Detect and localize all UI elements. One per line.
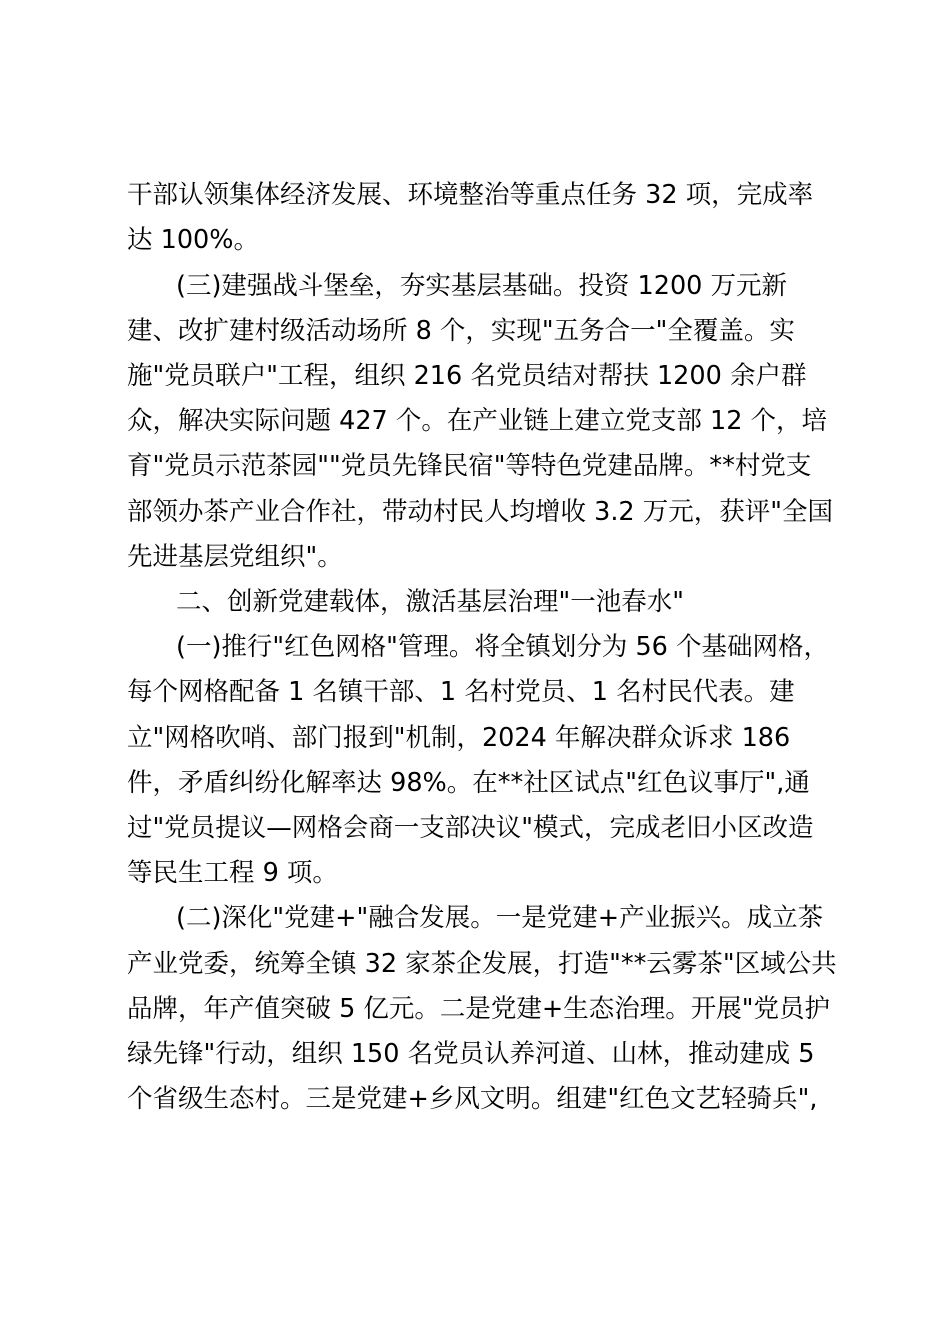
text-line: 众，解决实际问题 427 个。在产业链上建立党支部 12 个，培: [127, 406, 828, 436]
text-line: 部领办茶产业合作社，带动村民人均增收 3.2 万元，获评"全国: [127, 497, 833, 527]
text-line: 等民生工程 9 项。: [127, 858, 338, 888]
text-line: 育"党员示范茶园""党员先锋民宿"等特色党建品牌。**村党支: [127, 451, 812, 481]
text-line: 每个网格配备 1 名镇干部、1 名村党员、1 名村民代表。建: [127, 677, 795, 707]
text-line: 件，矛盾纠纷化解率达 98%。在**社区试点"红色议事厅",通: [127, 768, 810, 798]
section-heading: 二、创新党建载体，激活基层治理"一池春水": [176, 587, 684, 617]
text-line: 建、改扩建村级活动场所 8 个，实现"五务合一"全覆盖。实: [127, 316, 795, 346]
text-line: 施"党员联户"工程，组织 216 名党员结对帮扶 1200 余户群: [127, 361, 807, 391]
paragraph-start: (三)建强战斗堡垒，夯实基层基础。投资 1200 万元新: [176, 271, 788, 301]
text-line: 品牌，年产值突破 5 亿元。二是党建+生态治理。开展"党员护: [127, 994, 831, 1024]
paragraph-start: (一)推行"红色网格"管理。将全镇划分为 56 个基础网格，: [176, 632, 830, 662]
text-line: 立"网格吹哨、部门报到"机制，2024 年解决群众诉求 186: [127, 723, 791, 753]
text-line: 先进基层党组织"。: [127, 542, 343, 572]
text-line: 过"党员提议—网格会商一支部决议"模式，完成老旧小区改造: [127, 813, 814, 843]
text-line: 干部认领集体经济发展、环境整治等重点任务 32 项，完成率: [127, 180, 814, 210]
text-line: 绿先锋"行动，组织 150 名党员认养河道、山林，推动建成 5: [127, 1039, 815, 1069]
text-line: 个省级生态村。三是党建+乡风文明。组建"红色文艺轻骑兵",: [127, 1084, 818, 1114]
text-line: 达 100%。: [127, 225, 260, 255]
text-line: 产业党委，统筹全镇 32 家茶企发展，打造"**云雾茶"区域公共: [127, 949, 837, 979]
paragraph-start: (二)深化"党建+"融合发展。一是党建+产业振兴。成立茶: [176, 903, 824, 933]
